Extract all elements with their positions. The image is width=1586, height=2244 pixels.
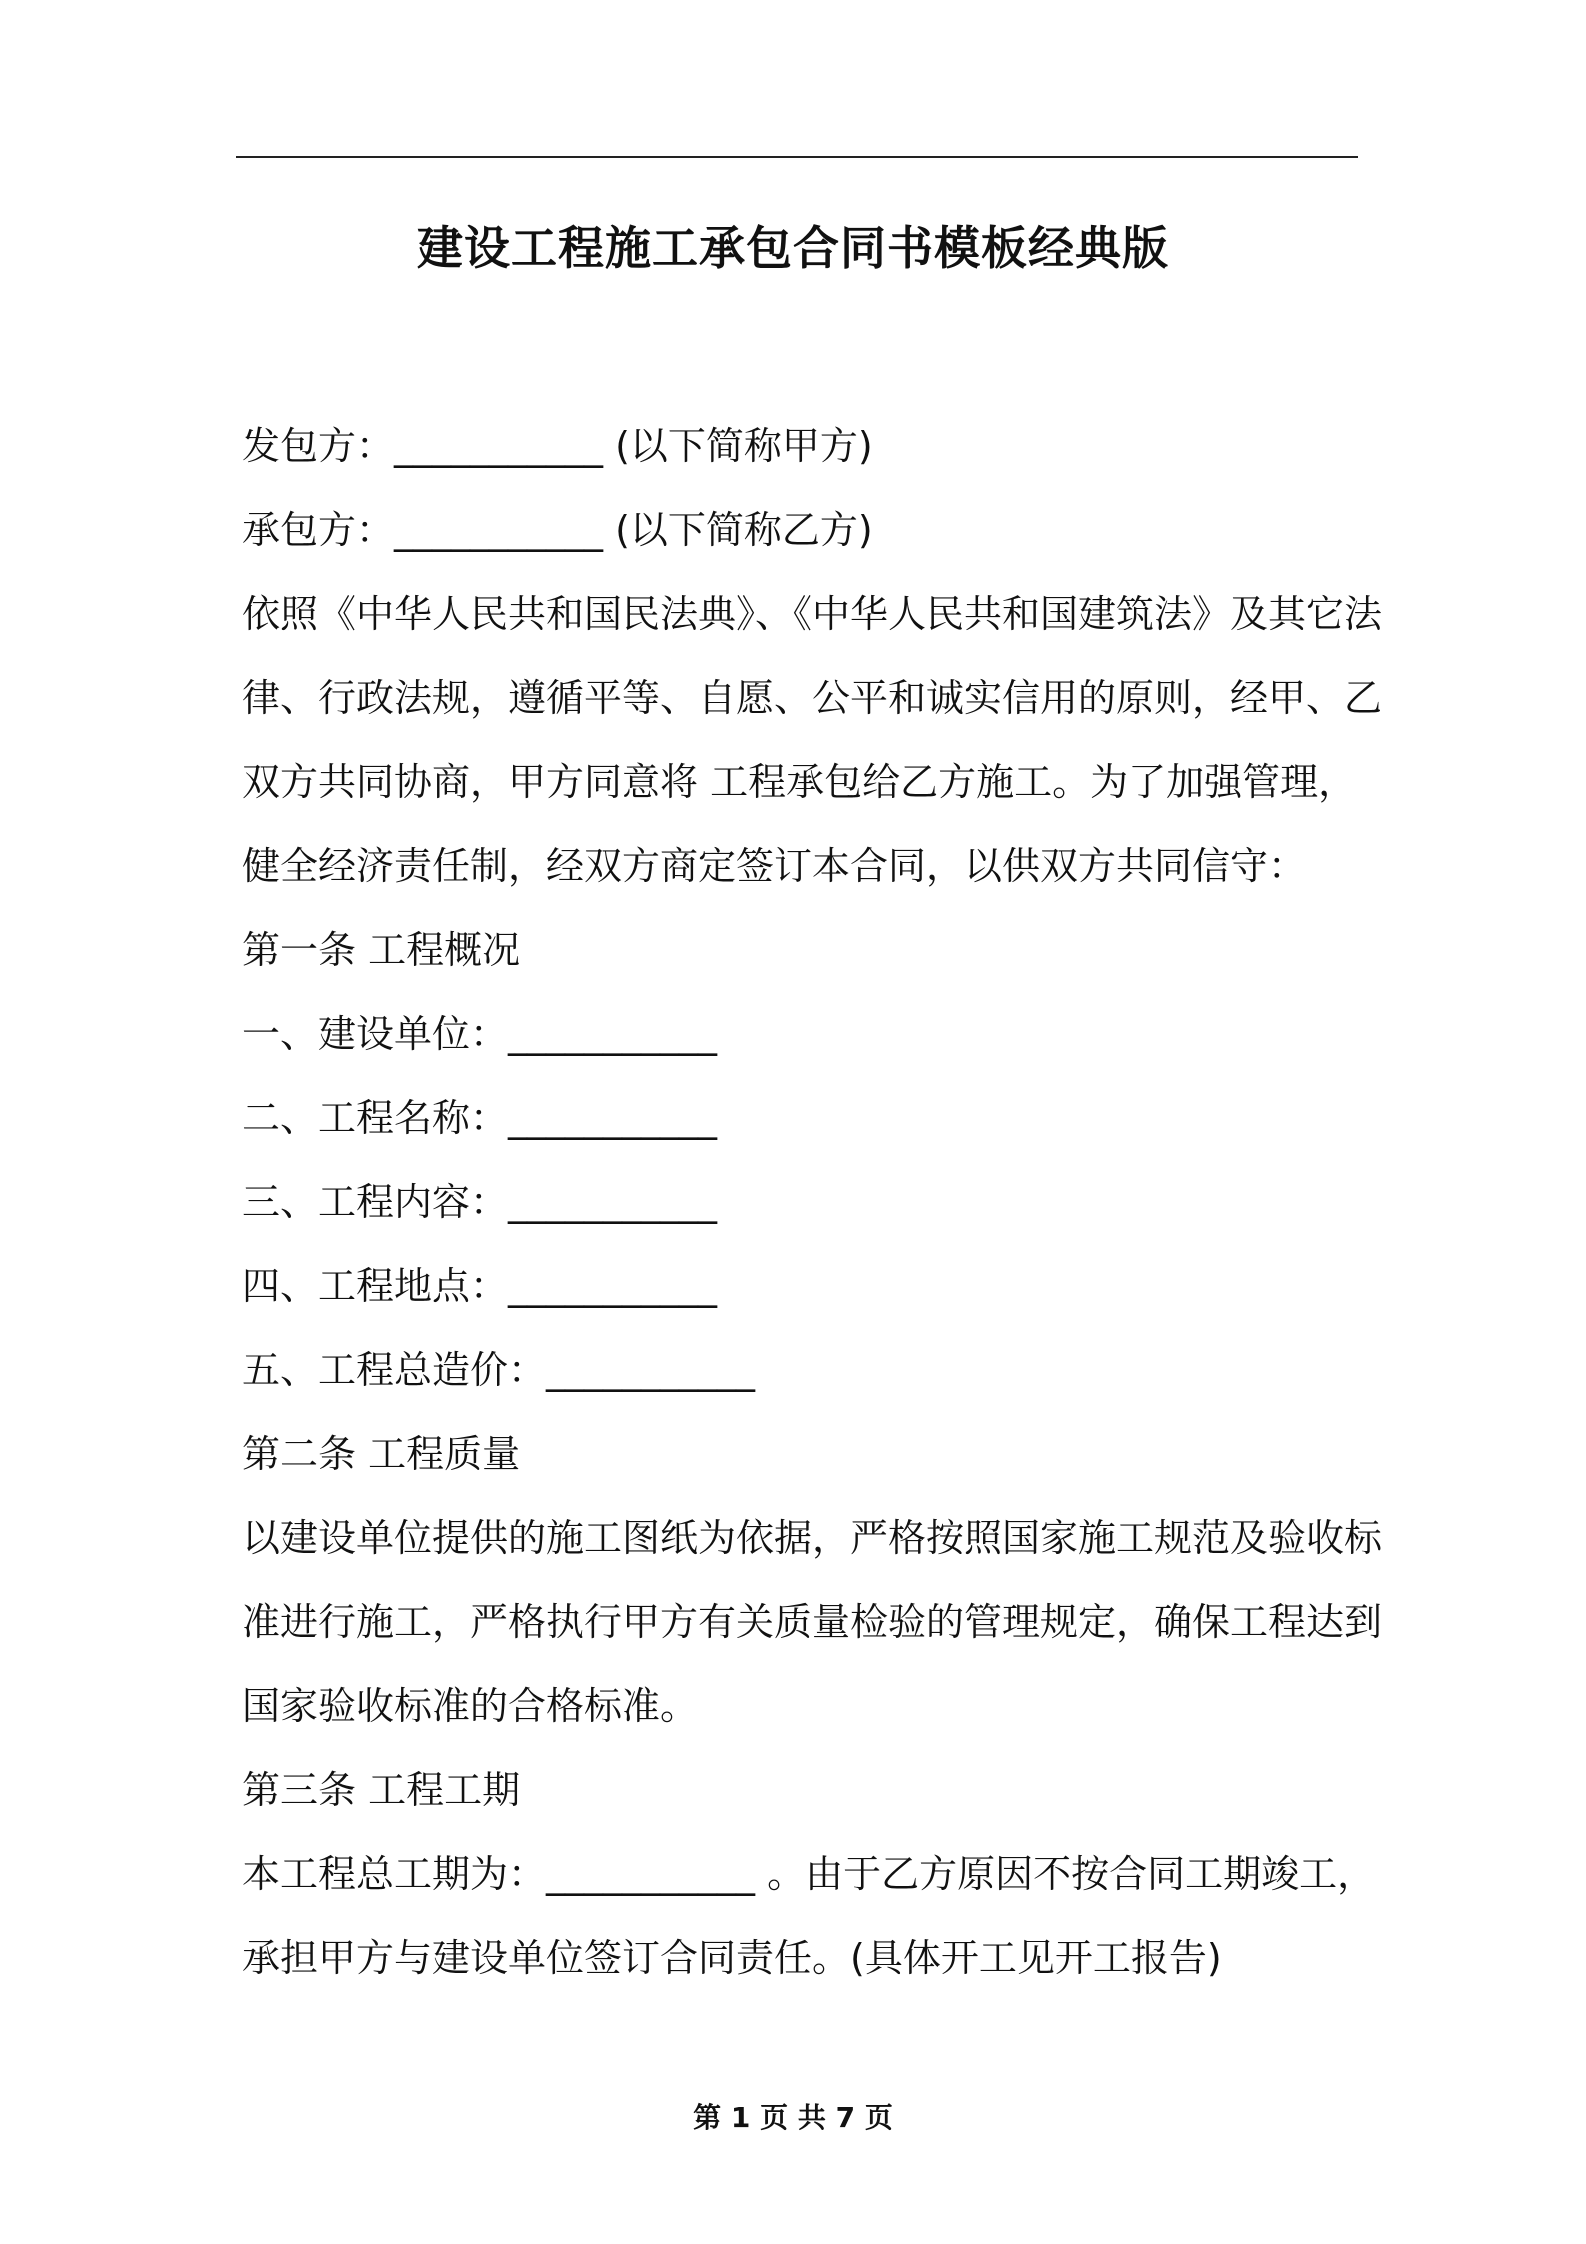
- party-a-line: 发包方：___________ (以下简称甲方): [242, 424, 873, 468]
- page-number-footer: 第 1 页 共 7 页: [693, 2101, 893, 2134]
- party-b-line: 承包方：___________ (以下简称乙方): [242, 508, 873, 552]
- article-1-heading: 第一条 工程概况: [242, 928, 521, 972]
- project-name-line: 二、工程名称：___________: [242, 1096, 718, 1140]
- quality-line-3: 国家验收标准的合格标准。: [242, 1684, 699, 1728]
- header-rule: [236, 156, 1358, 158]
- construction-unit-line: 一、建设单位：___________: [242, 1012, 718, 1056]
- preamble-line-1: 依照《中华人民共和国民法典》、《中华人民共和国建筑法》及其它法: [242, 592, 1383, 636]
- project-location-line: 四、工程地点：___________: [242, 1264, 718, 1308]
- document-body: [242, 404, 1383, 2000]
- quality-line-1: 以建设单位提供的施工图纸为依据，严格按照国家施工规范及验收标: [242, 1516, 1383, 1560]
- schedule-line-1: 本工程总工期为：___________ 。由于乙方原因不按合同工期竣工，: [242, 1852, 1376, 1896]
- article-2-heading: 第二条 工程质量: [242, 1432, 521, 1476]
- preamble-line-3: 双方共同协商，甲方同意将 工程承包给乙方施工。为了加强管理，: [242, 760, 1357, 804]
- schedule-line-2: 承担甲方与建设单位签订合同责任。(具体开工见开工报告): [242, 1936, 1222, 1980]
- total-cost-line: 五、工程总造价：___________: [242, 1348, 756, 1392]
- document-title: 建设工程施工承包合同书模板经典版: [417, 221, 1169, 275]
- preamble-line-4: 健全经济责任制，经双方商定签订本合同，以供双方共同信守：: [242, 844, 1307, 888]
- project-content-line: 三、工程内容：___________: [242, 1180, 718, 1224]
- article-3-heading: 第三条 工程工期: [242, 1768, 521, 1812]
- quality-line-2: 准进行施工，严格执行甲方有关质量检验的管理规定，确保工程达到: [242, 1600, 1383, 1644]
- preamble-line-2: 律、行政法规，遵循平等、自愿、公平和诚实信用的原则，经甲、乙: [242, 676, 1383, 720]
